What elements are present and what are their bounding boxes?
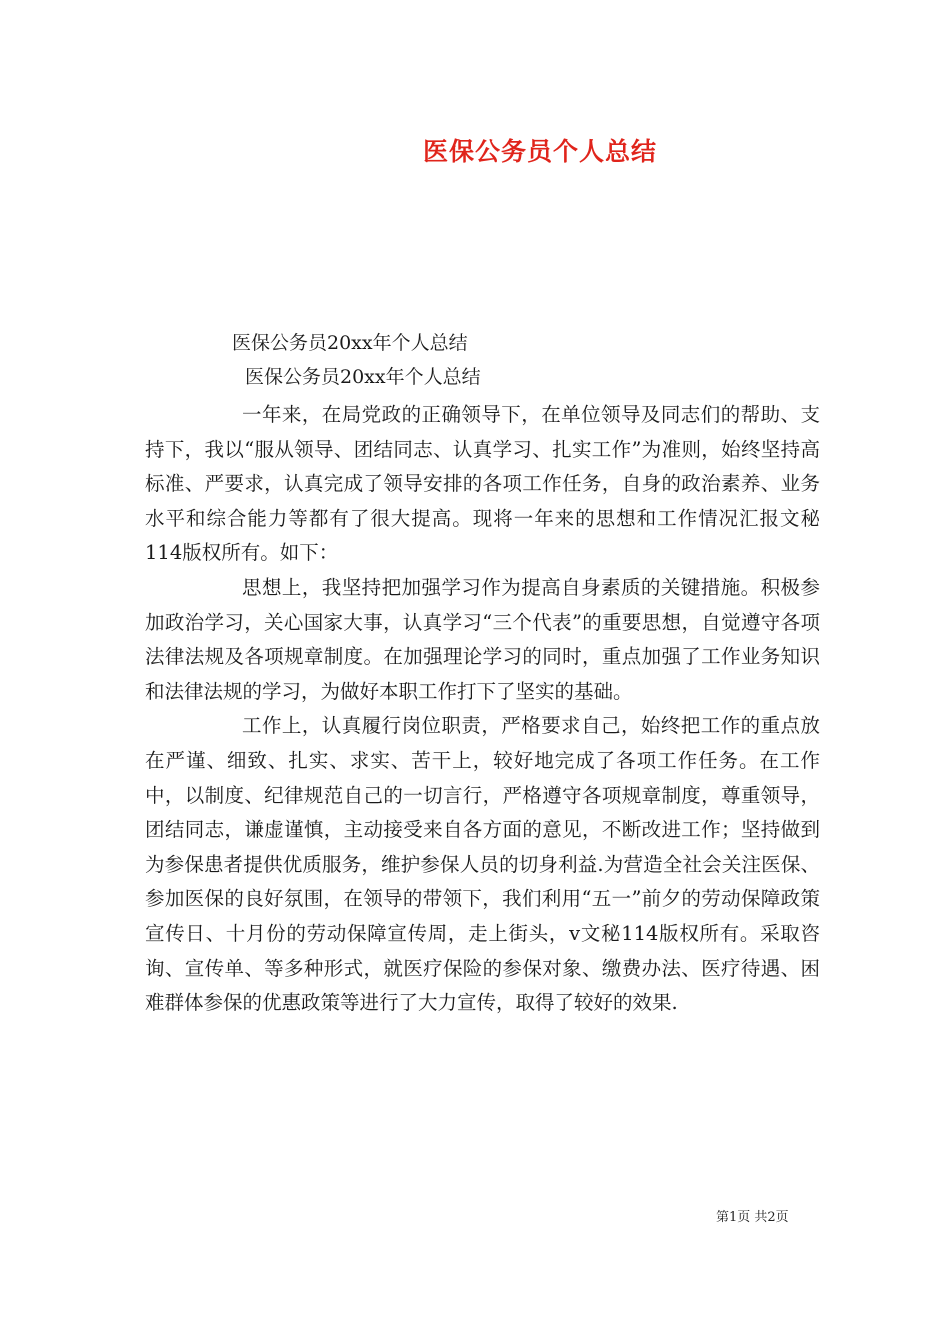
document-body <box>145 398 820 1021</box>
subtitle-secondary: 医保公务员20xx年个人总结 <box>245 366 481 388</box>
page-number: 第1页 共2页 <box>716 1210 789 1225</box>
paragraph-intro: 一年来，在局党政的正确领导下，在单位领导及同志们的帮助、支持下，我以“服从领导、团结同志、认真学习、扎实工作”为准则，始终坚持高标准、严要求，认真完成了领导安排的各项工作任务，自身的政治素养、业务水平和综合能力等都有了很大提高。现将一年来的思想和工作情况汇报文秘114版权所有。如下： <box>145 403 820 565</box>
subtitle-primary: 医保公务员20xx年个人总结 <box>232 332 468 354</box>
paragraph-work: 工作上，认真履行岗位职责，严格要求自己，始终把工作的重点放在严谨、细致、扎实、求实、苦干上，较好地完成了各项工作任务。在工作中，以制度、纪律规范自己的一切言行，严格遵守各项规章制度，尊重领导，团结同志，谦虚谨慎，主动接受来自各方面的意见，不断改进工作；坚持做到为参保患者提供优质服务，维护参保人员的切身利益.为营造全社会关注医保、参加医保的良好氛围，在领导的带领下，我们利用“五一”前夕的劳动保障政策宣传日、十月份的劳动保障宣传周，走上街头，v文秘114版权所有。采取咨询、宣传单、等多种形式，就医疗保险的参保对象、缴费办法、医疗待遇、困难群体参保的优惠政策等进行了大力宣传，取得了较好的效果. <box>145 714 820 1015</box>
paragraph-thought: 思想上，我坚持把加强学习作为提高自身素质的关键措施。积极参加政治学习，关心国家大事，认真学习“三个代表”的重要思想，自觉遵守各项法律法规及各项规章制度。在加强理论学习的同时，重点加强了工作业务知识和法律法规的学习，为做好本职工作打下了坚实的基础。 <box>145 575 820 703</box>
page-title: 医保公务员个人总结 <box>422 137 657 166</box>
